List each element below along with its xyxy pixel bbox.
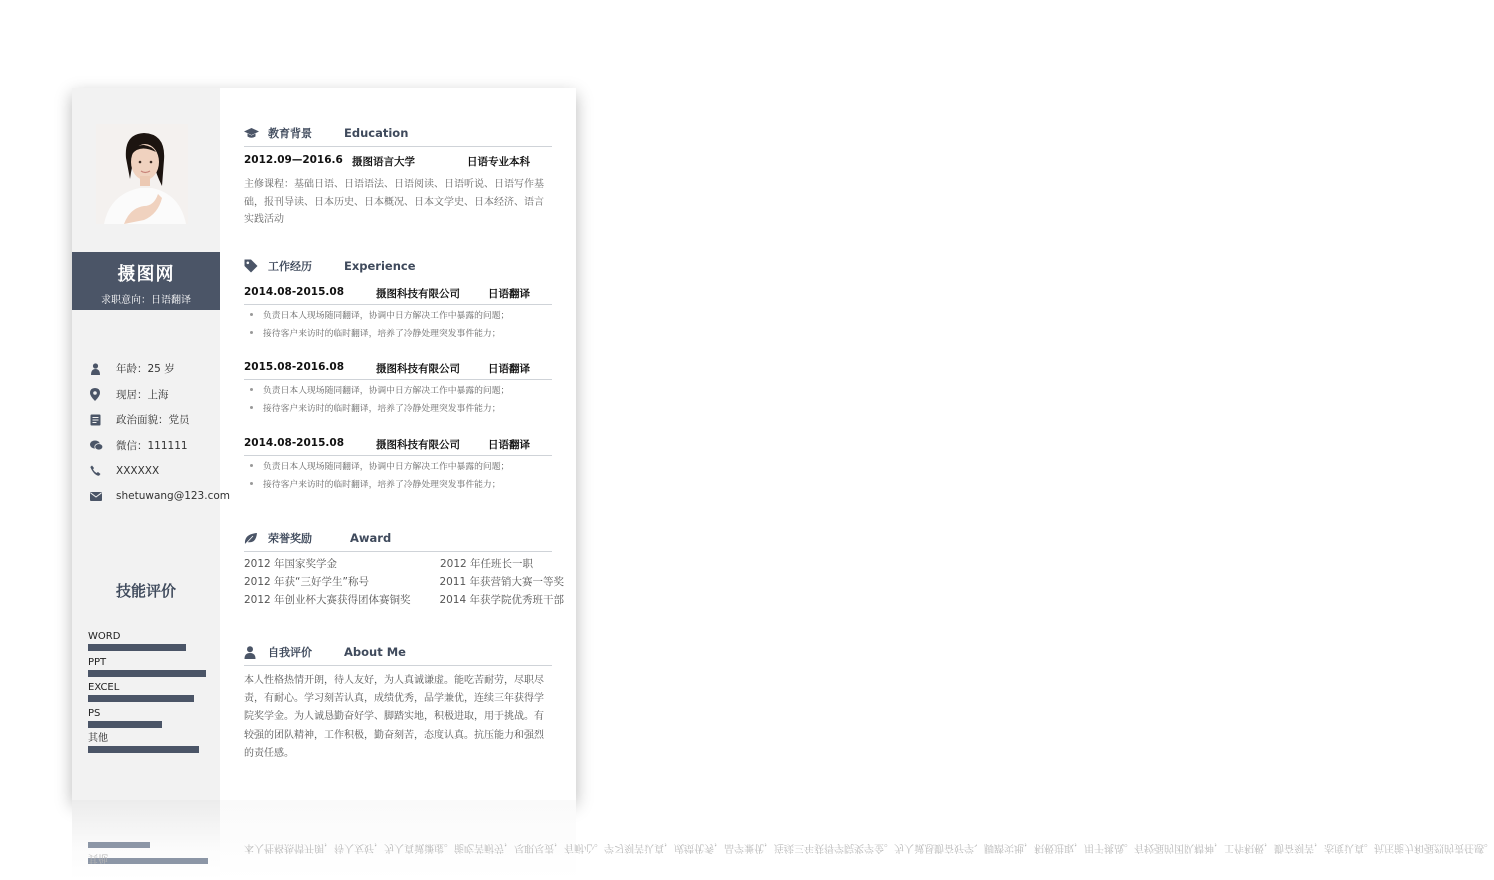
reflection-text: 本人性格热情开朗，待人友好，为人真诚谦虚。能吃苦耐劳，尽职尽责，有耐心。学习刻苦认真，成绩优秀，品学兼优，连续三年获得学院奖学金。为人诚恳勤奋好学、脚踏实地，积极进取，用于挑战。有较强的团队精神，工作积极，勤奋刻苦，态度认真。抗压能力和强烈的责任感。: [244, 842, 1494, 853]
education-school: 摄图语言大学: [352, 156, 415, 168]
skill-item: [88, 707, 206, 733]
job-bullet: [246, 325, 546, 343]
skill-item: [88, 656, 206, 682]
age-text: 年龄：25 岁: [116, 363, 175, 376]
tag-icon: [244, 259, 268, 273]
job-bullet: [246, 307, 546, 325]
job-divider: [244, 379, 552, 380]
job-bullet: [246, 400, 546, 418]
job-bullet: [246, 458, 546, 476]
info-email: [90, 484, 230, 510]
experience-title-zh: 工作经历: [268, 260, 312, 273]
job-company: 摄图科技有限公司: [376, 288, 460, 300]
job-period: 2014.08-2015.08: [244, 286, 345, 298]
document-icon: [90, 414, 116, 426]
graduation-cap-icon: [244, 128, 268, 139]
job-bullet-text: 接待客户来访时的临时翻译，培养了冷静处理突发事件能力；: [263, 329, 501, 339]
about-title-zh: 自我评价: [268, 646, 312, 659]
education-title-zh: 教育背景: [268, 127, 312, 140]
info-politics: [90, 407, 230, 433]
politics-text: 政治面貌：党员: [116, 414, 190, 427]
person-icon: [244, 646, 268, 659]
page-reflection: [72, 800, 1494, 880]
job-company: 摄图科技有限公司: [376, 439, 460, 451]
award-item: 2011 年获营销大赛一等奖: [439, 575, 564, 588]
skill-level-bar: [88, 721, 162, 728]
info-phone: [90, 458, 230, 484]
bullet-dot: [250, 406, 253, 409]
skill-label: PPT: [88, 656, 107, 668]
candidate-name: 摄图网: [117, 264, 175, 285]
wechat-icon: [90, 440, 116, 451]
phone-text: XXXXXX: [116, 464, 160, 477]
experience-header: [244, 255, 552, 277]
job-divider: [244, 455, 552, 456]
award-row: [244, 554, 564, 572]
education-courses: 主修课程：基础日语、日语语法、日语阅读、日语听说、日语写作基础，报刊导读、日本历史、日本概况、日本文学史、日本经济、语言实践活动: [244, 179, 544, 225]
experience-title-en: Experience: [344, 259, 416, 273]
award-item: 2014 年获学院优秀班干部: [439, 593, 564, 606]
reflection-sidebar: [72, 800, 220, 880]
award-row: [244, 572, 564, 590]
skill-item: [88, 732, 206, 758]
location-pin-icon: [90, 388, 116, 401]
skill-item: [88, 630, 206, 656]
job-row: [244, 286, 552, 301]
skill-level-bar: [88, 670, 206, 677]
job-row: [244, 361, 552, 376]
job-objective: 求职意向：日语翻译: [101, 295, 191, 306]
about-text: 本人性格热情开朗，待人友好，为人真诚谦虚。能吃苦耐劳，尽职尽责，有耐心。学习刻苦认真，成绩优秀，品学兼优，连续三年获得学院奖学金。为人诚恳勤奋好学、脚踏实地，积极进取，用于挑战。有较强的团队精神，工作积极，勤奋刻苦，态度认真。抗压能力和强烈的责任感。: [244, 675, 544, 759]
wechat-text: 微信：111111: [116, 439, 188, 452]
skill-level-bar: [88, 746, 199, 753]
skill-label: EXCEL: [88, 682, 120, 693]
phone-icon: [90, 465, 116, 476]
about-divider: [244, 665, 552, 666]
about-header: [244, 641, 552, 663]
job-role: 日语翻译: [488, 439, 530, 451]
skill-item: [88, 681, 206, 707]
job-divider: [244, 304, 552, 305]
job-role: 日语翻译: [488, 363, 530, 375]
residence-text: 现居：上海: [116, 388, 169, 401]
bullet-dot: [250, 388, 253, 391]
email-text: shetuwang@123.com: [116, 490, 231, 503]
bullet-dot: [250, 464, 253, 467]
award-item: 2012 年国家奖学金: [244, 557, 338, 570]
awards-title-en: Award: [350, 531, 392, 545]
job-bullet-text: 接待客户来访时的临时翻译，培养了冷静处理突发事件能力；: [263, 404, 501, 414]
job-bullet-text: 负责日本人现场随同翻译，协调中日方解决工作中暴露的问题；: [263, 462, 510, 472]
job-role: 日语翻译: [488, 288, 530, 300]
award-item: 2012 年获“三好学生”称号: [244, 575, 369, 588]
award-item: 2012 年创业杯大赛获得团体赛铜奖: [244, 593, 411, 606]
bullet-dot: [250, 313, 253, 316]
education-major: 日语专业本科: [467, 156, 530, 168]
education-header: [244, 122, 552, 144]
awards-header: [244, 527, 552, 549]
leaf-icon: [244, 532, 268, 545]
education-divider: [244, 146, 552, 147]
education-row: [244, 154, 552, 169]
reflection-label: 其他: [88, 852, 108, 863]
award-row: [244, 590, 564, 608]
education-title-en: Education: [344, 126, 409, 140]
job-bullet: [246, 476, 546, 494]
person-icon: [90, 363, 116, 375]
skills-title: 技能评价: [115, 582, 176, 600]
job-bullet-text: 负责日本人现场随同翻译，协调中日方解决工作中暴露的问题；: [263, 386, 510, 396]
info-residence: [90, 382, 230, 408]
personal-info: [90, 356, 230, 509]
main-content: [220, 88, 576, 800]
name-banner: [72, 252, 220, 310]
info-wechat: [90, 433, 230, 459]
job-bullet-text: 负责日本人现场随同翻译，协调中日方解决工作中暴露的问题；: [263, 311, 510, 321]
skill-level-bar: [88, 644, 186, 651]
education-period: 2012.09—2016.6: [244, 154, 343, 166]
reflection-bar: [88, 842, 150, 848]
resume-page: [72, 88, 576, 800]
job-row: [244, 437, 552, 452]
mail-icon: [90, 492, 116, 501]
awards-list: [244, 554, 564, 608]
job-period: 2015.08-2016.08: [244, 361, 345, 373]
info-age: [90, 356, 230, 382]
job-period: 2014.08-2015.08: [244, 437, 345, 449]
skills-list: [88, 630, 206, 758]
job-bullet-text: 接待客户来访时的临时翻译，培养了冷静处理突发事件能力；: [263, 480, 501, 490]
skill-level-bar: [88, 695, 194, 702]
award-item: 2012 年任班长一职: [440, 557, 534, 570]
sidebar: [72, 88, 231, 800]
skill-label: WORD: [88, 631, 121, 642]
job-bullet: [246, 382, 546, 400]
bullet-dot: [250, 331, 253, 334]
profile-photo: [96, 124, 188, 224]
bullet-dot: [250, 482, 253, 485]
skill-label: PS: [88, 707, 101, 719]
skill-label: 其他: [88, 733, 108, 744]
about-title-en: About Me: [344, 645, 406, 659]
awards-title-zh: 荣誉奖励: [268, 532, 312, 545]
awards-divider: [244, 551, 552, 552]
job-company: 摄图科技有限公司: [376, 363, 460, 375]
